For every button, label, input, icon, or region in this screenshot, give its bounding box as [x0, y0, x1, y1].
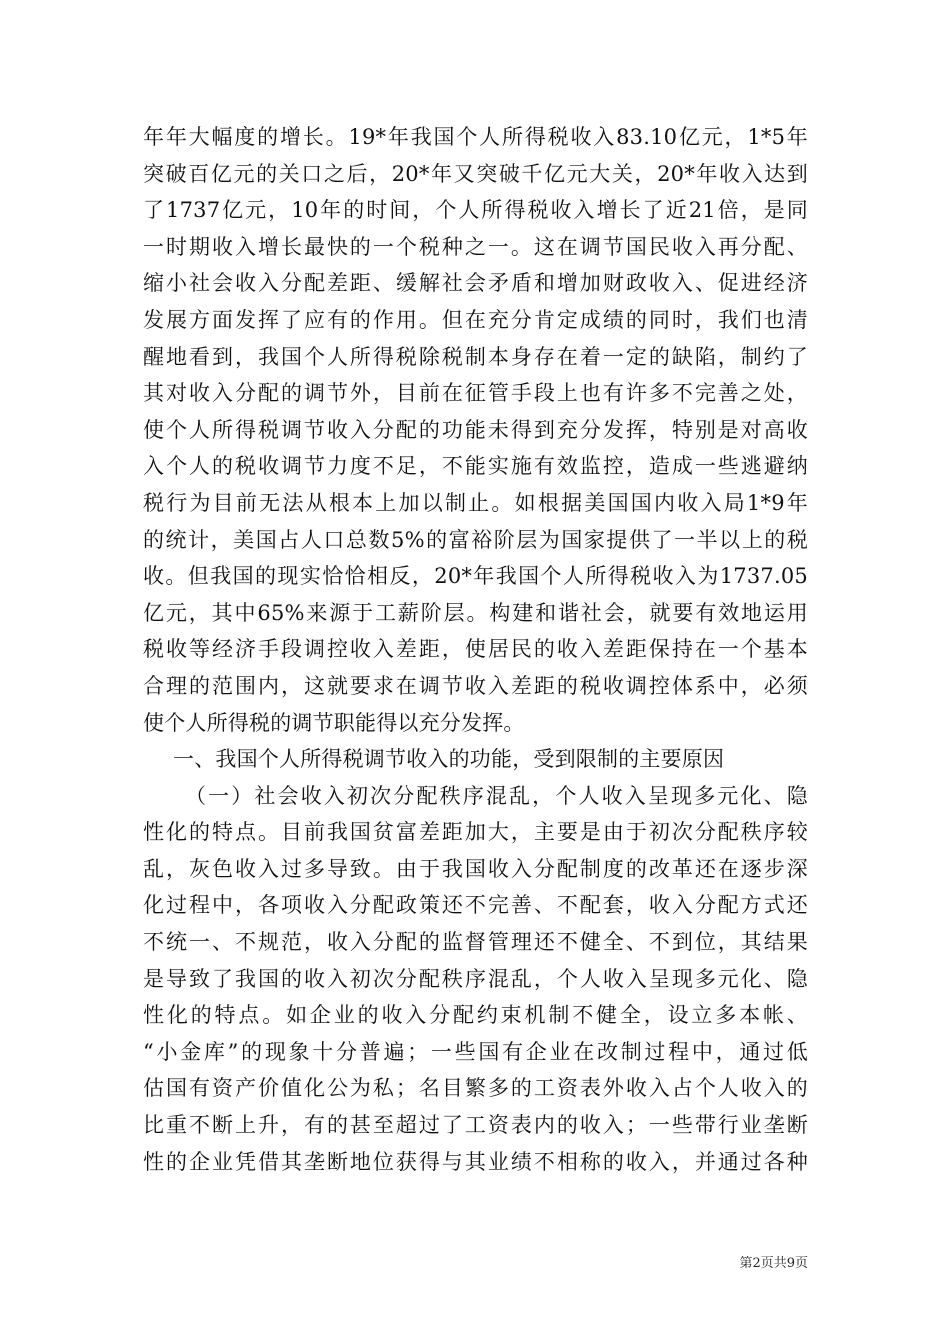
- paragraph-line: 使个人所得税的调节职能得以充分发挥。: [143, 710, 525, 735]
- paragraph-line: 缩小社会收入分配差距、缓解社会矛盾和增加财政收入、促进经济: [143, 271, 808, 296]
- paragraph-line: 化过程中，各项收入分配政策还不完善、不配套，收入分配方式还: [143, 893, 808, 918]
- paragraph-line: 使个人所得税调节收入分配的功能未得到充分发挥，特别是对高收: [143, 417, 808, 442]
- paragraph-line: 估国有资产价值化公为私；名目繁多的工资表外收入占个人收入的: [143, 1076, 808, 1101]
- paragraph-line: 亿元，其中65%来源于工薪阶层。构建和谐社会，就要有效地运用: [143, 600, 808, 625]
- paragraph-line: 醒地看到，我国个人所得税除税制本身存在着一定的缺陷，制约了: [143, 344, 808, 369]
- paragraph-line: 收。但我国的现实恰恰相反，20*年我国个人所得税收入为1737.05: [143, 564, 808, 589]
- paragraph-line: 其对收入分配的调节外，目前在征管手段上也有许多不完善之处，: [143, 381, 808, 406]
- page-number: 第2页共9页: [739, 1256, 808, 1271]
- paragraph-line: 不统一、不规范，收入分配的监督管理还不健全、不到位，其结果: [143, 930, 808, 955]
- paragraph-line: 一时期收入增长最快的一个税种之一。这在调节国民收入再分配、: [143, 234, 808, 259]
- paragraph-line: 性化的特点。目前我国贫富差距加大，主要是由于初次分配秩序较: [143, 820, 808, 845]
- paragraph-line: 入个人的税收调节力度不足，不能实施有效监控，造成一些逃避纳: [143, 454, 808, 479]
- paragraph-line: 发展方面发挥了应有的作用。但在充分肯定成绩的同时，我们也清: [143, 307, 808, 332]
- document-body: [143, 119, 808, 1180]
- paragraph-line: “小金库”的现象十分普遍；一些国有企业在改制过程中，通过低: [143, 1039, 808, 1064]
- paragraph-line: 了1737亿元，10年的时间，个人所得税收入增长了近21倍，是同: [143, 198, 808, 223]
- paragraph-line: 乱，灰色收入过多导致。由于我国收入分配制度的改革还在逐步深: [143, 856, 808, 881]
- paragraph-line: 合理的范围内，这就要求在调节收入差距的税收调控体系中，必须: [143, 673, 808, 698]
- section-heading: 一、我国个人所得税调节收入的功能，受到限制的主要原因: [173, 747, 725, 772]
- paragraph-line: 年年大幅度的增长。19*年我国个人所得税收入83.10亿元，1*5年: [143, 125, 808, 149]
- paragraph-line: 税收等经济手段调控收入差距，使居民的收入差距保持在一个基本: [143, 637, 808, 662]
- paragraph-line: 税行为目前无法从根本上加以制止。如根据美国国内收入局1*9年: [143, 490, 808, 515]
- paragraph-line: 是导致了我国的收入初次分配秩序混乱，个人收入呈现多元化、隐: [143, 966, 808, 991]
- paragraph-line: 性的企业凭借其垄断地位获得与其业绩不相称的收入，并通过各种: [143, 1149, 808, 1174]
- paragraph-line: 的统计，美国占人口总数5%的富裕阶层为国家提供了一半以上的税: [143, 527, 808, 552]
- paragraph-line: 突破百亿元的关口之后，20*年又突破千亿元大关，20*年收入达到: [143, 161, 808, 186]
- paragraph-line: 性化的特点。如企业的收入分配约束机制不健全，设立多本帐、: [143, 1003, 808, 1028]
- paragraph-line: （一）社会收入初次分配秩序混乱，个人收入呈现多元化、隐: [185, 783, 808, 808]
- paragraph-line: 比重不断上升，有的甚至超过了工资表内的收入；一些带行业垄断: [143, 1113, 808, 1138]
